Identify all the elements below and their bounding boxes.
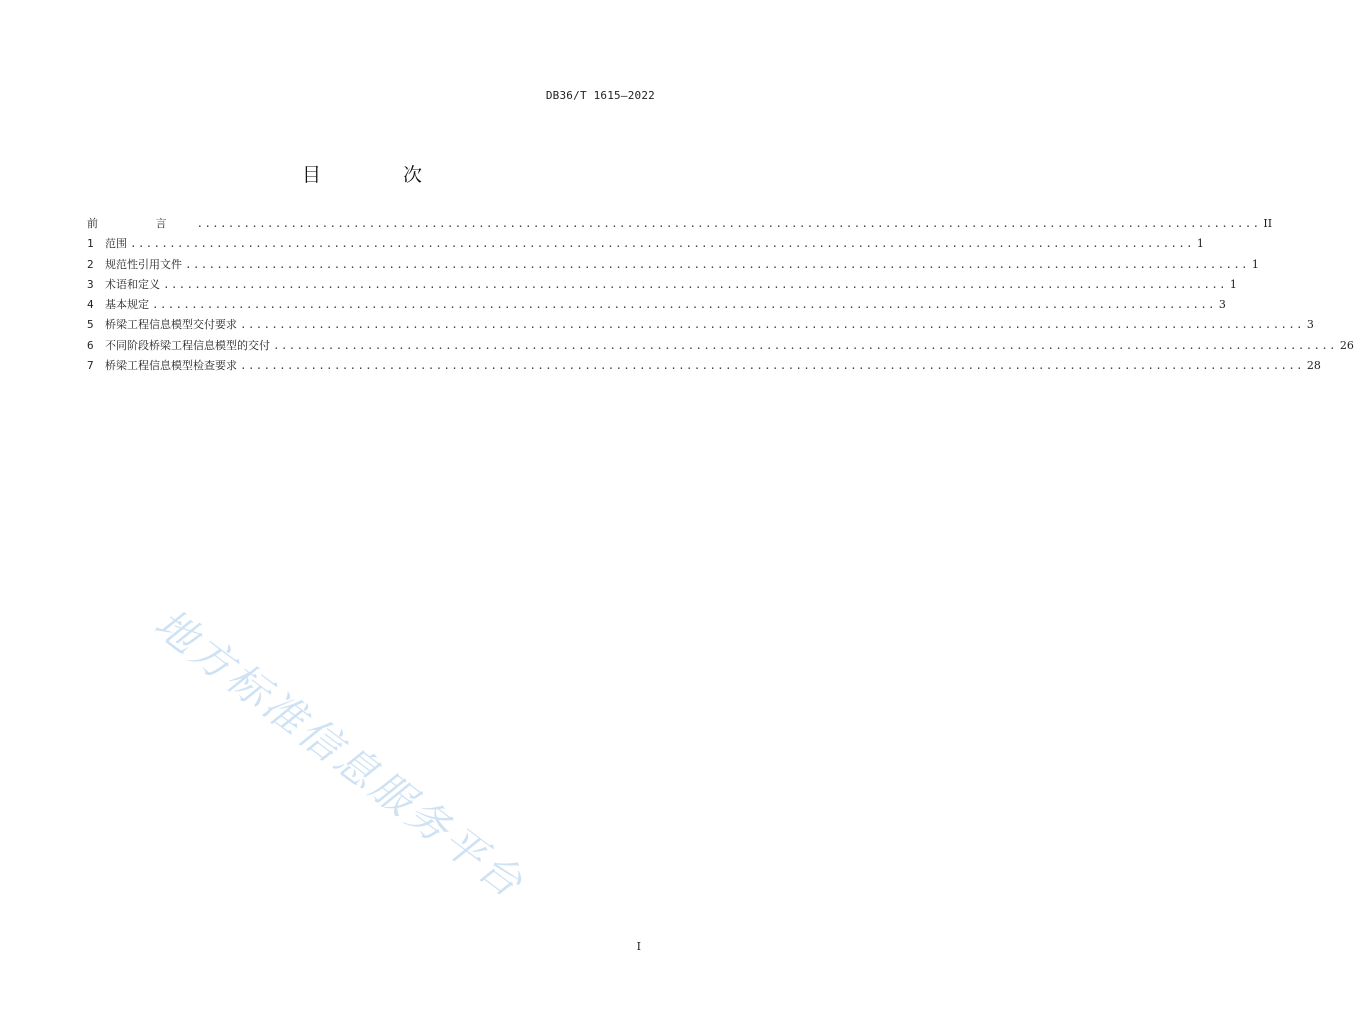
toc-entry-stage-delivery[interactable]	[87, 338, 1354, 359]
toc-number: 5	[87, 318, 94, 332]
toc-leader-dots: ........................................................................................................................................	[163, 277, 1227, 291]
toc-entry-terms-definitions[interactable]	[87, 277, 1237, 298]
toc-entry-scope[interactable]	[87, 237, 1204, 257]
toc-leader-dots: ........................................................................................................................................	[273, 338, 1337, 352]
toc-leader-dots: ........................................................................................................................................	[240, 318, 1304, 332]
watermark: 地方标准信息服务平台	[145, 599, 534, 909]
toc-number: 1	[87, 237, 94, 251]
toc-page-number: 26	[1339, 338, 1354, 352]
toc-number: 4	[87, 298, 94, 312]
toc-number: 7	[87, 359, 94, 373]
toc-label: 不同阶段桥梁工程信息模型的交付	[105, 338, 270, 352]
toc-leader-dots: ........................................................................................................................................	[240, 359, 1304, 373]
toc-label: 桥梁工程信息模型检查要求	[105, 359, 237, 373]
toc-page-number: 3	[1306, 318, 1314, 332]
toc-page-number: II	[1263, 217, 1273, 230]
toc-leader-dots: ........................................................................................................................................	[185, 257, 1249, 271]
toc-entry-delivery-requirements[interactable]	[87, 318, 1314, 338]
toc-entry-normative-references[interactable]	[87, 257, 1259, 278]
toc-number: 2	[87, 257, 94, 271]
toc-leader-dots: ........................................................................................................................................	[130, 237, 1194, 251]
toc-number: 6	[87, 338, 94, 352]
toc-page-number: 1	[1196, 237, 1204, 251]
page-number: I	[636, 940, 641, 953]
toc-leader-dots: ........................................................................................................................................	[196, 217, 1261, 230]
toc-number: 3	[87, 277, 94, 291]
toc-page-number: 3	[1218, 298, 1226, 312]
toc-label: 范围	[105, 237, 127, 251]
toc-page-number: 1	[1229, 277, 1237, 291]
toc-label: 规范性引用文件	[105, 257, 182, 271]
document-code: DB36/T 1615—2022	[545, 89, 655, 102]
toc-entry-inspection-requirements[interactable]	[87, 359, 1321, 379]
toc-page-number: 28	[1306, 359, 1321, 373]
toc-entry-foreword[interactable]	[87, 217, 1273, 237]
toc-label: 基本规定	[105, 298, 149, 312]
toc-entry-basic-provisions[interactable]	[87, 298, 1226, 318]
toc-label: 前 言	[87, 217, 194, 230]
toc-label: 术语和定义	[105, 277, 160, 291]
toc-page-number: 1	[1251, 257, 1259, 271]
toc-leader-dots: ........................................................................................................................................	[152, 298, 1216, 312]
toc-label: 桥梁工程信息模型交付要求	[105, 318, 237, 332]
page-title: 目 次	[301, 164, 461, 186]
table-of-contents	[87, 217, 1354, 379]
